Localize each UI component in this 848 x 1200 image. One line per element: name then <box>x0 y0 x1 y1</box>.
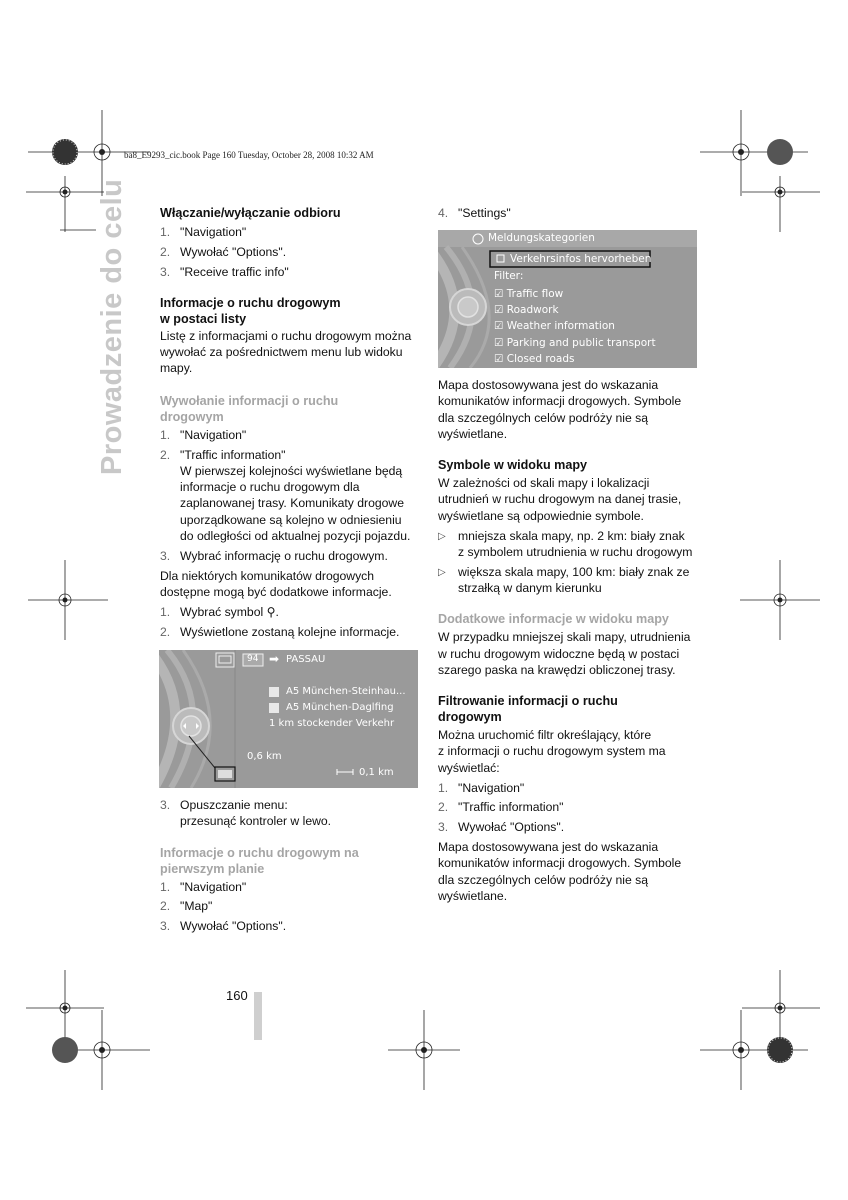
menu-title: Meldungskategorien <box>488 232 595 244</box>
list-item: 3. Wywołać "Options". <box>160 919 287 934</box>
paragraph-line: W przypadku mniejszej skali mapy, utrudnienia <box>438 630 691 645</box>
paragraph-line: komunikatów informacji drogowych. Symbole <box>438 394 682 409</box>
filter-checkbox[interactable]: ☑ Weather information <box>494 320 615 333</box>
paragraph-line: w ruchu drogowym widoczne będą w postaci <box>438 646 680 661</box>
filter-list <box>494 286 656 367</box>
bullet-item: ▷ mniejsza skala mapy, np. 2 km: biały znak z symbolem utrudnienia w ruchu drogowym <box>438 528 693 559</box>
list-item: 2. Wyświetlone zostaną kolejne informacje. <box>160 624 400 639</box>
list-item: 2. "Traffic information" <box>438 800 564 815</box>
section-heading: Dodatkowe informacje w widoku mapy <box>438 612 669 627</box>
page-number: 160 <box>226 988 248 1003</box>
nav-screenshot-traffic <box>159 650 418 788</box>
traffic-line: A5 München-Daglfing <box>286 702 394 713</box>
right-column <box>438 377 708 904</box>
filter-checkbox[interactable]: ☑ Traffic flow <box>494 288 564 300</box>
left-column-lower <box>160 797 422 934</box>
list-item: 3. Wybrać informację o ruchu drogowym. <box>160 548 388 563</box>
paragraph-line: Dla niektórych komunikatów drogowych <box>160 568 375 583</box>
section-heading: drogowym <box>160 409 224 424</box>
list-item: 4. "Settings" <box>438 206 511 220</box>
traffic-line: 1 km stockender Verkehr <box>269 718 395 729</box>
filter-label: Filter: <box>494 270 524 282</box>
paragraph-line: Mapa dostosowywana jest do wskazania <box>438 378 659 392</box>
paragraph-line: mapy. <box>160 361 193 376</box>
paragraph-line: wyświetlane. <box>438 426 508 441</box>
section-heading: pierwszym planie <box>160 861 265 876</box>
list-item: 1. "Navigation" <box>160 225 247 239</box>
filter-checkbox[interactable]: ☑ Parking and public transport <box>494 336 656 349</box>
list-item: 3. Wywołać "Options". <box>438 820 565 835</box>
print-header: ba8_E9293_cic.book Page 160 Tuesday, October 28, 2008 10:32 AM <box>124 150 374 160</box>
paragraph-line: Można uruchomić filtr określający, które <box>438 728 652 743</box>
paragraph-line: komunikatów informacji drogowych. Symbole <box>438 856 682 871</box>
bullet-triangle-icon: ▷ <box>438 530 446 542</box>
list-item: 3. "Receive traffic info" <box>160 264 289 279</box>
list-item: 1. "Navigation" <box>438 780 525 795</box>
scale-label: 0,1 km <box>359 767 394 778</box>
filter-checkbox[interactable]: ☑ Roadwork <box>494 304 559 317</box>
paragraph-line: Mapa dostosowywana jest do wskazania <box>438 839 659 854</box>
section-heading: drogowym <box>438 710 502 725</box>
filter-checkbox[interactable]: ☑ Closed roads <box>494 352 575 365</box>
list-item: 1. "Navigation" <box>160 427 247 442</box>
section-heading: Wywołanie informacji o ruchu <box>160 393 339 408</box>
list-item: 1. "Navigation" <box>160 879 247 894</box>
list-item: 2. "Map" <box>160 899 213 914</box>
list-item: 2. Wywołać "Options". <box>160 244 287 259</box>
paragraph-line: wyświetlać: <box>438 760 500 775</box>
road-number-badge: 94 <box>247 654 259 664</box>
nav-screenshot-settings <box>438 230 697 368</box>
bullet-triangle-icon: ▷ <box>438 566 446 578</box>
traffic-line: A5 München-Steinhau... <box>286 686 406 697</box>
paragraph-line: z informacji o ruchu drogowym system ma <box>438 744 666 759</box>
list-item: 3. Opuszczanie menu: przesunąć kontroler w lewo. <box>160 798 332 829</box>
highlight-option[interactable]: Verkehrsinfos hervorheben <box>510 253 652 265</box>
section-heading: Filtrowanie informacji o ruchu <box>438 694 618 709</box>
section-heading: Symbole w widoku mapy <box>438 458 588 473</box>
section-heading: w postaci listy <box>160 311 247 326</box>
section-heading: Informacje o ruchu drogowym <box>160 295 341 310</box>
left-column <box>160 205 422 640</box>
page-edge-bar <box>254 992 262 1040</box>
bullet-item: ▷ większa skala mapy, 100 km: biały znak ze strzałką w danym kierunku <box>438 564 690 595</box>
section-heading: Włączanie/wyłączanie odbioru <box>160 206 341 220</box>
distance-label: 0,6 km <box>247 751 282 762</box>
road-name: PASSAU <box>286 654 326 665</box>
paragraph-line: szarego paska na krawędzi obliczonej trasy. <box>438 662 676 677</box>
paragraph-line: wywołać za pośrednictwem menu lub widoku <box>160 345 403 360</box>
arrow-right-icon: ➡ <box>269 652 280 666</box>
chapter-title: Prowadzenie do celu <box>96 178 128 475</box>
paragraph-line: Listę z informacjami o ruchu drogowym można <box>160 328 412 343</box>
paragraph-line: dla szczególnych celów podróży nie są <box>438 410 649 425</box>
list-item: 1. Wybrać symbol ⚲. <box>160 604 279 619</box>
traffic-symbol-icon: ⚲ <box>266 604 276 619</box>
paragraph-line: wyświetlane. <box>438 888 508 903</box>
paragraph-line: dostępne mogą być dodatkowe informacje. <box>160 584 392 599</box>
paragraph-line: wyświetlane są odpowiednie symbole. <box>438 508 644 523</box>
paragraph-line: utrudnień w ruchu drogowym na danej trasie, <box>438 492 682 507</box>
paragraph-line: dla szczególnych celów podróży nie są <box>438 872 649 887</box>
paragraph-line: W zależności od skali mapy i lokalizacji <box>438 476 650 491</box>
list-item: 2. "Traffic information" W pierwszej kolejności wyświetlane będą informacje o ruchu drogowym dla zaplanowanej trasy. Komunikaty drogowe uporządkowane są kolejno w odniesieniu do odległości od aktualnej pozycji pojazdu. <box>160 447 411 544</box>
right-column-top <box>438 205 708 221</box>
section-heading: Informacje o ruchu drogowym na <box>160 845 359 860</box>
